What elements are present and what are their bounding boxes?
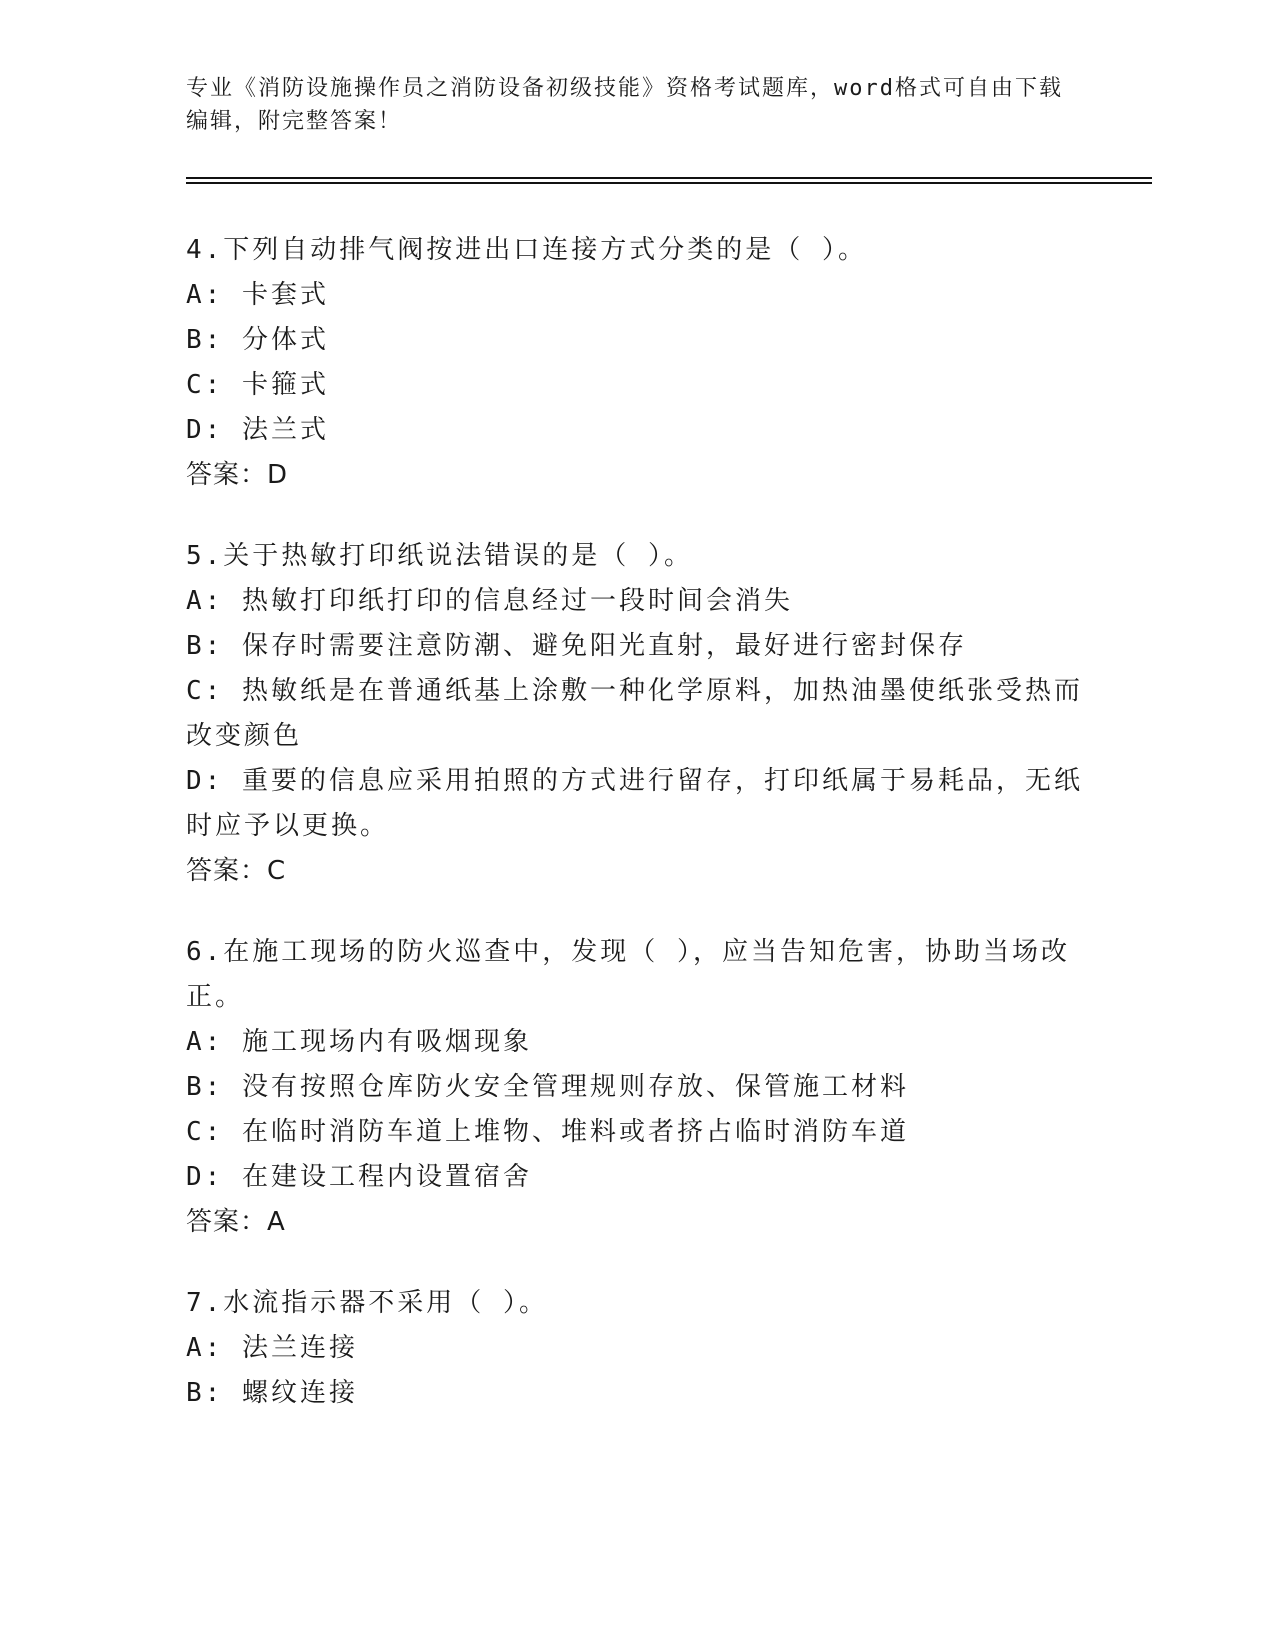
question-5 bbox=[186, 534, 1086, 894]
option-b: B: 保存时需要注意防潮、避免阳光直射，最好进行密封保存 bbox=[186, 631, 967, 661]
question-7 bbox=[186, 1281, 1086, 1416]
header-divider bbox=[186, 177, 1152, 179]
option-d: D: 在建设工程内设置宿舍 bbox=[186, 1162, 532, 1192]
question-4 bbox=[186, 228, 1086, 498]
question-stem: 4.下列自动排气阀按进出口连接方式分类的是（ ）。 bbox=[186, 235, 867, 265]
option-b: B: 螺纹连接 bbox=[186, 1378, 358, 1408]
option-a: A: 热敏打印纸打印的信息经过一段时间会消失 bbox=[186, 586, 793, 616]
option-d: D: 重要的信息应采用拍照的方式进行留存，打印纸属于易耗品，无纸时应予以更换。 bbox=[186, 766, 1083, 841]
option-c: C: 在临时消防车道上堆物、堆料或者挤占临时消防车道 bbox=[186, 1117, 909, 1147]
option-a: A: 法兰连接 bbox=[186, 1333, 358, 1363]
option-b: B: 分体式 bbox=[186, 325, 329, 355]
header-divider-secondary bbox=[186, 182, 1152, 184]
question-stem: 5.关于热敏打印纸说法错误的是（ ）。 bbox=[186, 541, 693, 571]
option-b: B: 没有按照仓库防火安全管理规则存放、保管施工材料 bbox=[186, 1072, 909, 1102]
answer-label: 答案：D bbox=[186, 460, 289, 490]
question-6 bbox=[186, 930, 1086, 1245]
document-header: 专业《消防设施操作员之消防设备初级技能》资格考试题库，word格式可自由下载编辑，附完整答案！ bbox=[186, 76, 1063, 134]
option-c: C: 卡箍式 bbox=[186, 370, 329, 400]
answer-label: 答案：A bbox=[186, 1207, 286, 1237]
option-c: C: 热敏纸是在普通纸基上涂敷一种化学原料，加热油墨使纸张受热而改变颜色 bbox=[186, 676, 1083, 751]
option-a: A: 施工现场内有吸烟现象 bbox=[186, 1027, 532, 1057]
question-stem: 7.水流指示器不采用（ ）。 bbox=[186, 1288, 548, 1318]
question-stem: 6.在施工现场的防火巡查中，发现（ ），应当告知危害，协助当场改正。 bbox=[186, 937, 1070, 1012]
answer-label: 答案：C bbox=[186, 856, 287, 886]
option-a: A: 卡套式 bbox=[186, 280, 329, 310]
option-d: D: 法兰式 bbox=[186, 415, 329, 445]
question-list bbox=[186, 228, 1086, 1452]
